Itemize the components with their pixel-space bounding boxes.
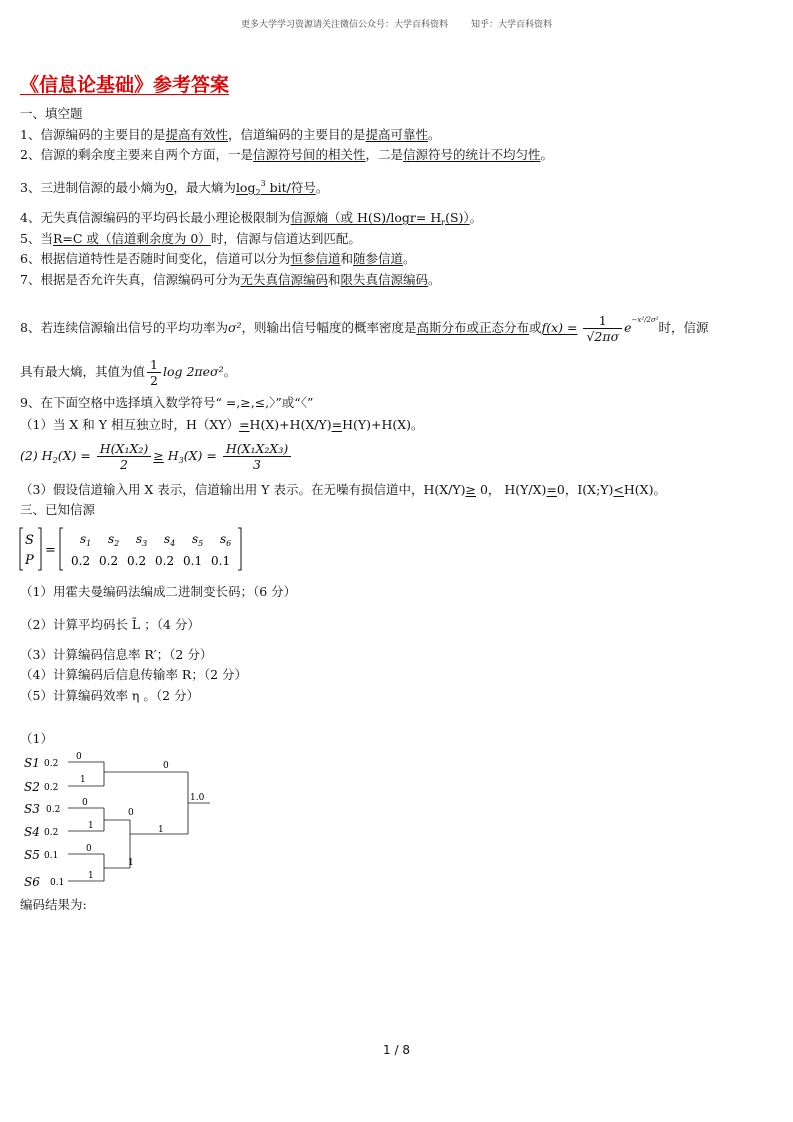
huffman-symbol-s3: S3 [24,802,40,816]
question-8-line-2: 具有最大熵，其值为值 $\frac{1}{2}$ log 2πeσ²。 [20,357,237,388]
question-4: 4、无失真信源编码的平均码长最小理论极限制为信源熵（或 $H(S)/\log r= H_r(S)$）。 [20,210,483,227]
task-4: （4）计算编码后信息传输率 R；（2 分） [20,667,248,682]
matrix-prob: 0.2 [155,554,175,568]
task-2: （2）计算平均码长 L̄ ；（4 分） [20,617,200,632]
svg-text:=: = [45,543,56,558]
task-1: （1）用霍夫曼编码法编成二进制变长码；（6 分） [20,584,297,599]
huffman-prob-s6: 0.1 [50,878,65,888]
task-3: （3）计算编码信息率 R′；（2 分） [20,647,213,662]
huffman-bit-s6: 1 [88,871,94,881]
huffman-bit-s5: 0 [86,844,92,854]
task-5: （5）计算编码效率 η 。（2 分） [20,688,200,703]
question-9-part-1: （1）当 X 和 Y 相互独立时，H（XY）=H(X)+H(X/Y)=H(Y)+H(X)。 [20,417,424,432]
question-2: 2、信源的剩余度主要来自两个方面，一是信源符号间的相关性，二是信源符号的统计不均匀性。 [20,147,554,162]
huffman-prob-s5: 0.1 [44,851,59,861]
header-right: 知乎：大学百科资料 [470,20,552,30]
question-6: 6、根据信道特性是否随时间变化，信道可以分为恒参信道和随参信道。 [20,251,416,266]
huffman-tree [18,748,218,893]
huffman-prob-s3: 0.2 [46,805,61,815]
huffman-bit-s1: 0 [76,752,82,762]
gauss-coefficient: $\frac{1}{√2\pi\sigma}$ [583,313,622,344]
matrix-prob: 0.2 [127,554,147,568]
question-9-part-3: （3）假设信道输入用 X 表示，信道输出用 Y 表示。在无噪有损信道中，H(X/Y)≥ 0， H(Y/X)=0，I(X;Y)<H(X)。 [20,482,666,497]
matrix-symbol: $s_1$ [80,532,92,548]
result-label: 编码结果为: [20,897,87,912]
huffman-bit-s4: 1 [88,821,94,831]
question-9: 9、在下面空格中选择填入数学符号“ =,≥,≤,〉”或“〈” [20,395,314,410]
section-fill-in: 一、填空题 [20,106,83,121]
matrix-row-p: P [25,553,34,568]
question-5: 5、当R=C 或（信道剩余度为 0）时，信源与信道达到匹配。 [20,231,361,246]
huffman-symbol-s4: S4 [24,825,40,839]
matrix-prob: 0.1 [183,554,203,568]
huffman-root: 1.0 [190,793,205,803]
huffman-prob-s1: 0.2 [44,759,59,769]
question-8: 8、若连续信源输出信号的平均功率为σ²，则输出信号幅度的概率密度是高斯分布或正态分布或f(x) = $\frac{1}{√2\pi\sigma}$ $e^{-x^2/2\sigma^2}$时，信源 [20,313,709,344]
matrix-prob: 0.2 [99,554,119,568]
huffman-symbol-s1: S1 [24,756,40,770]
page-number: 1 / 8 [383,1043,410,1057]
half-fraction: $\frac{1}{2}$ [147,357,161,388]
matrix-prob: 0.1 [211,554,231,568]
header-left: 更多大学学习资源请关注微信公众号：大学百科资料 [241,20,449,30]
huffman-symbol-s5: S5 [24,848,40,862]
source-matrix [18,526,248,572]
huffman-prob-s4: 0.2 [44,828,59,838]
answer-label: （1） [20,731,53,746]
question-7: 7、根据是否允许失真，信源编码可分为无失真信源编码和限失真信源编码。 [20,272,441,287]
huffman-bit-s34: 0 [128,808,134,818]
matrix-row-s: S [25,533,34,548]
matrix-symbol: $s_4$ [164,532,176,548]
huffman-bit-upper: 0 [163,761,169,771]
matrix-symbol: $s_3$ [136,532,148,548]
huffman-bit-lower: 1 [158,825,164,835]
matrix-symbol: $s_2$ [108,532,120,548]
section-source: 三、已知信源 [20,502,96,517]
huffman-symbol-s6: S6 [24,875,40,889]
huffman-bit-s2: 1 [80,775,86,785]
question-9-part-2: (2) $H_2(X)$ = $\frac{\text{H(X₁X₂)}}{2}$ ≥ $H_3(X)$ = $\frac{\text{H(X₁X₂X₃)}}{3}$ [20,438,293,479]
matrix-symbol: $s_6$ [220,532,232,548]
huffman-prob-s2: 0.2 [44,783,59,793]
matrix-symbol: $s_5$ [192,532,204,548]
matrix-prob: 0.2 [71,554,91,568]
question-1: 1、信源编码的主要目的是提高有效性，信道编码的主要目的是提高可靠性。 [20,127,441,142]
document-title: 《信息论基础》参考答案 [20,74,230,96]
question-3: 3、三进制信源的最小熵为0，最大熵为$\log_2^3 bit/$符号。 [20,179,329,197]
huffman-symbol-s2: S2 [24,780,40,794]
huffman-bit-s56: 1 [128,858,134,868]
page-header [0,17,793,30]
huffman-bit-s3: 0 [82,798,88,808]
